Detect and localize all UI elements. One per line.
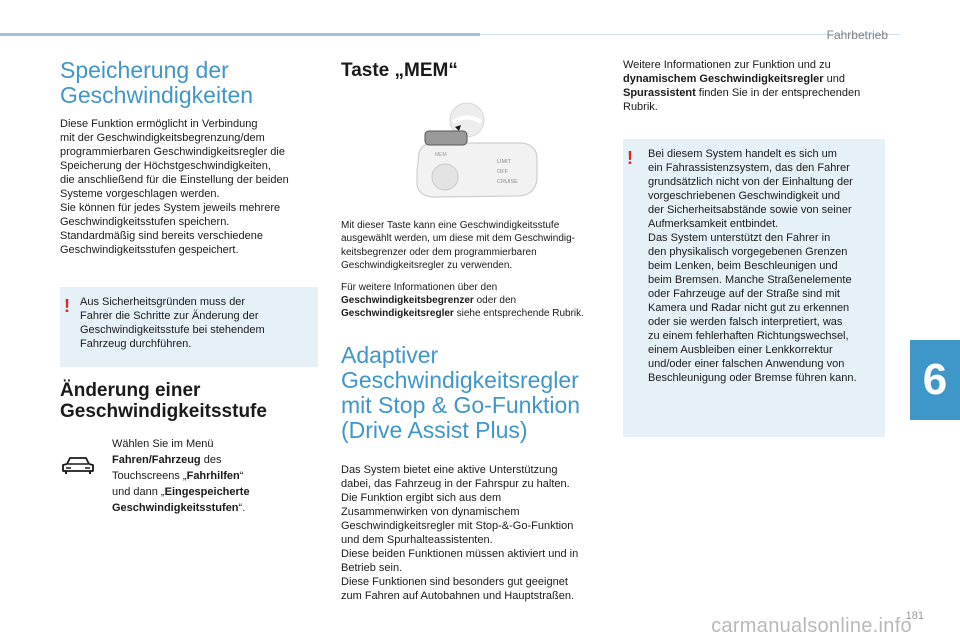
menu-text: “ [239,470,244,482]
safety-warning-text [80,295,265,351]
body-line: Sie können für jedes System jeweils mehrere [60,202,281,214]
body-line: Geschwindigkeitsregler zu verwenden. [341,260,513,272]
warning-line: und/oder einer falschen Anwendung von [648,358,845,370]
instruction-line [112,468,250,484]
body-line: Geschwindigkeitsstufen speichern. [60,216,230,228]
warning-line: Kamera und Radar nicht gut zu erkennen [648,302,850,314]
body-line: und dem Spurhalteassistenten. [341,533,493,546]
warning-line: beim Lenken, beim Beschleunigen und [648,260,838,272]
speed-storage-body [60,117,320,257]
instruction-line [112,484,250,500]
body-line: zum Fahren auf Autobahnen und Hauptstraßen. [341,589,574,602]
body-line: Diese Funktion ermöglicht in Verbindung [60,118,258,130]
warning-line: Aufmerksamkeit entbindet. [648,218,779,230]
heading-mem-button: Taste „MEM“ [341,60,458,81]
body-line: Das System bietet eine aktive Unterstützung [341,463,558,476]
warning-line: Das System unterstützt den Fahrer in [648,232,831,244]
menu-name: Fahren [112,454,149,466]
warning-line: den physikalisch vorgegebenen Grenzen [648,246,848,258]
mem-description [341,219,603,273]
column-middle [341,58,603,603]
body-line: dabei, das Fahrzeug in der Fahrspur zu halten. [341,477,570,490]
body-line [623,86,885,100]
body-line: Die Funktion ergibt sich aus dem [341,491,502,504]
warning-line: der Sicherheitsabstände sowie von seiner [648,204,852,216]
warning-line: oder sie werden falsch interpretiert, was [648,316,843,328]
mem-label: MEM [435,152,447,158]
body-line: Weitere Informationen zur Funktion und zu [623,59,831,71]
heading-line: Änderung einer [60,380,201,401]
body-line: Geschwindigkeitsstufen gespeichert. [60,244,239,256]
car-icon [60,452,96,476]
feature-name: Geschwindigkeitsbegrenzer [341,295,474,307]
body-line: Speicherung der Höchstgeschwindigkeiten, [60,160,271,172]
reference-text: oder den [473,295,517,307]
reference-text: siehe entsprechende Rubrik. [453,308,584,320]
limit-label: LIMIT [497,159,512,165]
warning-line: Geschwindigkeitsstufe bei stehendem [80,324,265,336]
warning-line: oder Fahrzeuge auf der Straße sind mit [648,288,840,300]
body-line: Geschwindigkeitsregler mit Stop-&-Go-Funktion [341,519,574,532]
reference-text: finden Sie in der entsprechenden [695,87,861,99]
body-line: Diese Funktionen sind besonders gut geeignet [341,575,568,588]
heading-line: Geschwindigkeiten [60,82,254,108]
warning-line: grundsätzlich nicht von der Einhaltung der [648,176,853,188]
page-number: 181 [905,610,924,622]
body-line: Für weitere Informationen über den [341,281,498,293]
heading-line: (Drive Assist Plus) [341,416,528,443]
menu-text: “. [238,502,246,514]
heading-line: mit Stop & Go-Funktion [341,391,581,418]
body-line [341,307,603,320]
heading-drive-assist-plus [341,343,603,443]
menu-instruction [60,436,320,516]
further-info [623,58,885,114]
warning-line: Fahrzeug durchführen. [80,338,192,350]
warning-line: Fahrer die Schritte zur Änderung der [80,310,259,322]
menu-text: des [200,454,222,466]
instruction-line [112,500,250,516]
section-title: Fahrbetrieb [826,28,888,42]
body-line: die anschließend für die Einstellung der beiden [60,174,289,186]
warning-line: Beschleunigung oder Bremse führen kann. [648,372,857,384]
menu-text: Touchscreens „ [112,470,187,482]
body-line: Systeme vorgeschlagen werden. [60,188,220,200]
instruction-line [112,452,250,468]
feature-name: Geschwindigkeitsregler [341,308,454,320]
menu-instruction-text [112,436,250,516]
warning-line: einem Ausbleiben einer Lenkkorrektur [648,344,833,356]
menu-name: Fahrhilfen [186,470,240,482]
header-accent-bar [0,33,480,36]
heading-line: Adaptiver [341,341,439,368]
body-line: Mit dieser Taste kann eine Geschwindigkeitsstufe [341,220,560,231]
stalk-wheel [432,164,458,190]
menu-separator: / [148,454,152,466]
menu-text: und dann „ [112,486,165,498]
body-line: keitsbegrenzer oder dem programmierbaren [341,246,537,258]
menu-name: Fahrzeug [151,454,201,466]
heading-change-speed-level [60,380,320,422]
cruise-label: CRUISE [497,179,518,185]
warning-icon: ! [64,296,70,316]
heading-line: Geschwindigkeitsstufe [60,401,267,422]
warning-icon: ! [627,148,633,168]
body-line [341,294,603,307]
warning-line: beim Bremsen. Manche Straßenelemente [648,274,852,286]
warning-line: Aus Sicherheitsgründen muss der [80,296,246,308]
body-line: Rubrik. [623,101,658,113]
driver-assist-warning-text [648,147,857,385]
drive-assist-body [341,463,603,603]
column-left [60,58,320,516]
mem-button [425,131,467,145]
feature-name: dynamischem Geschwindigkeitsregler [623,73,824,85]
heading-line: Speicherung der [60,57,229,83]
warning-line: zu einem fehlerhaften Richtungswechsel, [648,330,849,342]
reference-text: und [823,73,845,85]
body-line: Standardmäßig sind bereits verschiedene [60,230,264,242]
body-line: Betrieb sein. [341,561,403,574]
menu-name: Eingespeicherte [164,486,250,498]
mem-stalk-illustration [397,101,547,211]
driver-assist-warning-box [623,139,885,437]
body-line: programmierbaren Geschwindigkeitsregler die [60,146,285,158]
heading-line: Geschwindigkeitsregler [341,366,579,393]
chapter-tab: 6 [910,340,960,420]
safety-warning-box [60,287,318,367]
watermark: carmanualsonline.info [711,615,912,637]
mem-reference [341,281,603,321]
body-line: mit der Geschwindigkeitsbegrenzung/dem [60,132,265,144]
heading-speed-storage [60,58,320,108]
body-line: ausgewählt werden, um diese mit dem Geschwindig- [341,233,575,245]
warning-line: vorgeschriebenen Geschwindigkeit und [648,190,841,202]
body-line [623,72,885,86]
warning-line: ein Fahrassistenzsystem, das den Fahrer [648,162,850,174]
column-right [623,58,885,437]
menu-name: Geschwindigkeitsstufen [112,502,239,514]
warning-line: Bei diesem System handelt es sich um [648,148,837,160]
feature-name: Spurassistent [623,87,696,99]
body-line: Diese beiden Funktionen müssen aktiviert und in [341,547,579,560]
instruction-line: Wählen Sie im Menü [112,438,214,450]
off-label: OFF [497,169,508,175]
body-line: Zusammenwirken von dynamischem [341,505,520,518]
